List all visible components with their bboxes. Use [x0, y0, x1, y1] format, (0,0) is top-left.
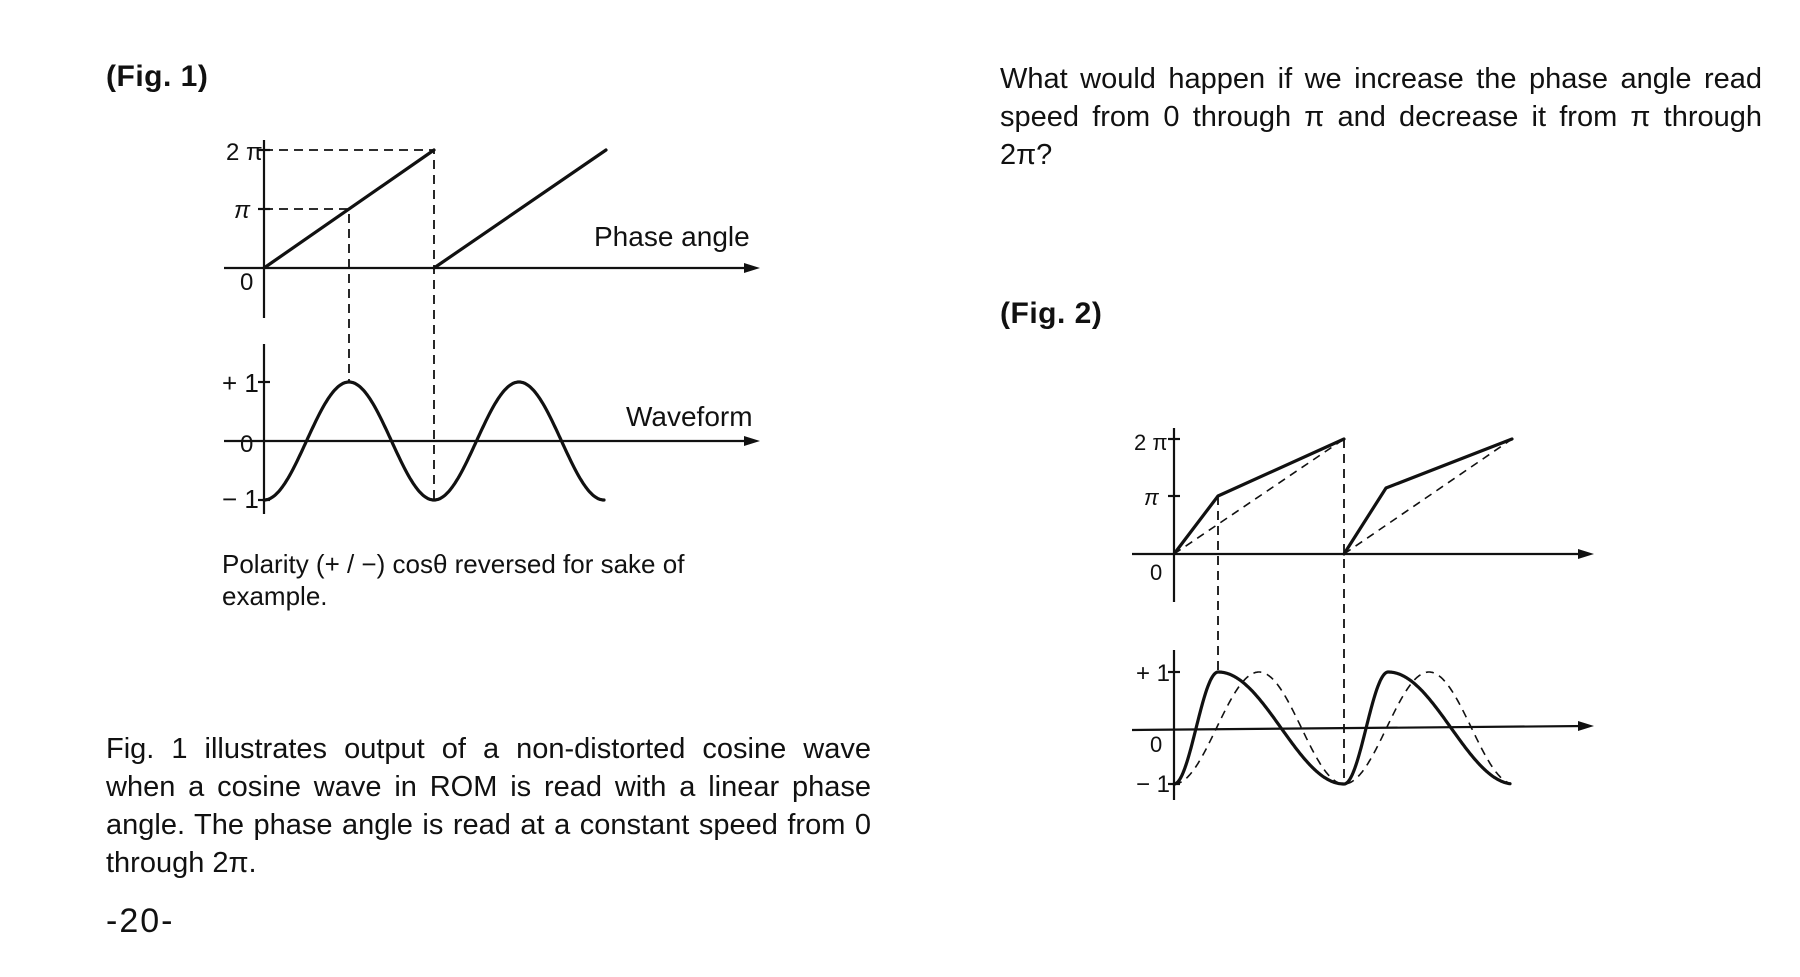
fig1-label-two-pi: 2 π — [226, 139, 263, 166]
fig2-label-two-pi: 2 π — [1134, 430, 1168, 455]
fig2-phase-arrow-icon — [1578, 549, 1594, 559]
fig2-wave-arrow-icon — [1578, 721, 1594, 731]
fig1-label-plus-one: + 1 — [222, 368, 259, 398]
fig2-linear-phase-2 — [1344, 439, 1512, 554]
fig1-label-wave-zero: 0 — [240, 431, 254, 458]
fig1-waveform-label: Waveform — [626, 401, 753, 432]
fig1-phase-axis-label: Phase angle — [594, 221, 750, 252]
fig2-label-plus-one: + 1 — [1136, 660, 1171, 687]
page-number: -20- — [106, 902, 175, 940]
fig2-label-wave-zero: 0 — [1150, 732, 1163, 757]
fig2-label-pi: π — [1144, 485, 1159, 510]
fig1-label-pi: π — [234, 197, 251, 224]
fig2-linear-phase-1 — [1174, 439, 1344, 554]
description-paragraph: Fig. 1 illustrates output of a non-distorted cosine wave when a cosine wave in ROM is read with a linear phase angle. The phase angle is read at a constant speed from 0 through 2π. — [106, 733, 871, 879]
fig1-label-zero: 0 — [240, 269, 254, 296]
question-paragraph: What would happen if we increase the phase angle read speed from 0 through π and decrease it from π through 2π? — [1000, 63, 1762, 171]
fig1-label-minus-one: − 1 — [222, 484, 259, 514]
fig1-caption: Polarity (+ / −) cosθ reversed for sake of example. — [222, 549, 685, 611]
fig2-wave-x-axis — [1132, 726, 1586, 730]
fig1-label: (Fig. 1) — [106, 60, 209, 93]
fig2-label-zero: 0 — [1150, 560, 1163, 585]
fig2-label-minus-one: − 1 — [1136, 771, 1171, 798]
fig2-label: (Fig. 2) — [1000, 297, 1103, 330]
